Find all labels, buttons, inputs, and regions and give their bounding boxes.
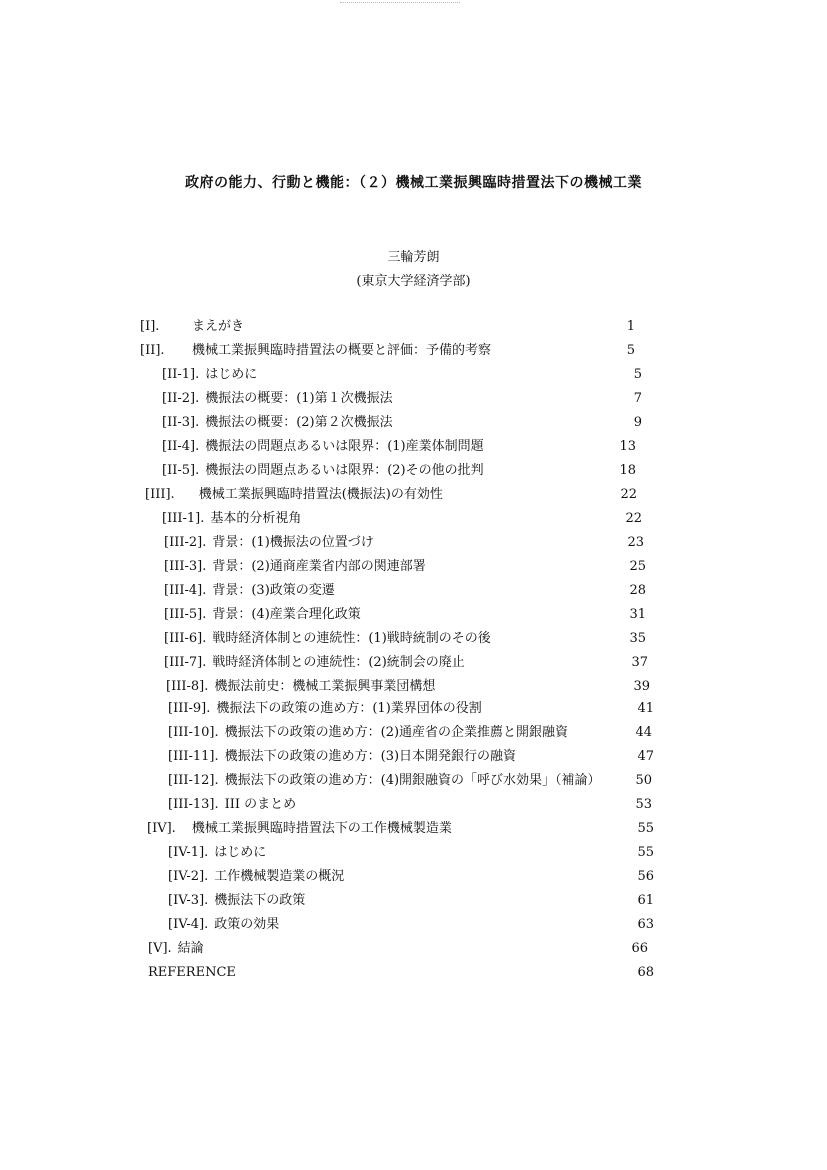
toc-entry-title: 背景：(1)機振法の位置づけ	[212, 535, 374, 550]
toc-entry-number: [II-2].	[162, 391, 200, 406]
toc-entry-number: [IV-3].	[168, 893, 209, 908]
toc-entry-title: まえがき	[192, 319, 245, 334]
toc-entry-number: [III-3].	[164, 559, 207, 574]
toc-entry	[162, 438, 484, 456]
toc-entry-title: 機振法の概要：(1)第１次機振法	[205, 391, 393, 406]
toc-entry	[140, 342, 491, 360]
toc-entry-page: 68	[637, 965, 654, 980]
toc-entry-number: [V].	[148, 941, 172, 956]
toc-entry-title: 戦時経済体制との連続性：(2)統制会の廃止	[212, 655, 465, 670]
toc-entry-title: 戦時経済体制との連続性：(1)戦時統制のその後	[212, 631, 491, 646]
toc-entry	[168, 724, 568, 742]
toc-entry-title: 機振法下の政策の進め方：(3)日本開発銀行の融資	[224, 749, 517, 764]
toc-entry	[162, 366, 257, 384]
toc-entry-number: [III-5].	[164, 607, 207, 622]
toc-entry-number: [II-3].	[162, 415, 200, 430]
toc-entry-page: 22	[620, 487, 637, 502]
toc-entry-page: 13	[619, 439, 636, 454]
toc-entry-number: [IV-4].	[168, 917, 209, 932]
toc-entry-page: 55	[637, 821, 654, 836]
toc-entry-page: 61	[637, 893, 654, 908]
toc-entry-title: 基本的分析視角	[210, 511, 302, 526]
toc-entry	[148, 940, 204, 958]
toc-entry-number: [IV-1].	[168, 845, 209, 860]
toc-entry	[168, 892, 305, 910]
toc-entry-number: [III-8].	[166, 679, 209, 694]
toc-entry-page: 18	[619, 463, 636, 478]
toc-entry-page: 66	[631, 941, 648, 956]
toc-entry-page: 7	[633, 391, 642, 406]
toc-entry-title: 結論	[177, 941, 204, 956]
toc-entry-title: 機振法の問題点あるいは限界：(1)産業体制問題	[205, 439, 484, 454]
toc-entry-number: [III].	[145, 487, 175, 502]
toc-entry-title: 背景：(4)産業合理化政策	[212, 607, 361, 622]
toc-entry	[164, 630, 491, 648]
toc-entry-number: [III-11].	[168, 749, 219, 764]
toc-entry-title: 機振法の概要：(2)第２次機振法	[205, 415, 393, 430]
toc-entry-page: 50	[635, 773, 652, 788]
toc-entry	[164, 534, 374, 552]
toc-entry-number: [II-1].	[162, 367, 200, 382]
toc-entry-page: 63	[637, 917, 654, 932]
toc-entry-number: [III-9].	[168, 701, 211, 716]
toc-entry	[164, 606, 361, 624]
toc-entry-page: 56	[637, 869, 654, 884]
toc-entry-title: REFERENCE	[148, 965, 236, 980]
toc-entry-page: 28	[629, 583, 646, 598]
toc-entry-title: はじめに	[214, 845, 267, 860]
toc-entry-number: [III-1].	[162, 511, 205, 526]
author-affiliation: (東京大学経済学部)	[356, 274, 471, 289]
toc-entry-title: 機械工業振興臨時措置法(機振法)の有効性	[198, 487, 443, 502]
toc-entry-number: [III-4].	[164, 583, 207, 598]
toc-entry-page: 31	[629, 607, 646, 622]
toc-entry-number: [I].	[140, 319, 160, 334]
toc-entry-number: [III-13].	[168, 797, 219, 812]
toc-entry	[164, 654, 465, 672]
toc-entry-page: 9	[633, 415, 642, 430]
toc-entry	[168, 772, 601, 790]
toc-entry	[164, 558, 426, 576]
toc-entry-title: 機振法下の政策の進め方：(4)開銀融資の「呼び水効果」（補論）	[224, 773, 601, 788]
toc-entry-page: 22	[625, 511, 642, 526]
toc-entry	[168, 796, 296, 814]
toc-entry-title: 政策の効果	[214, 917, 280, 932]
toc-entry-title: 工作機械製造業の概況	[214, 869, 345, 884]
toc-entry-title: 機振法の問題点あるいは限界：(2)その他の批判	[205, 463, 484, 478]
toc-entry	[162, 390, 393, 408]
toc-entry	[168, 868, 344, 886]
toc-entry	[162, 414, 393, 432]
toc-entry	[168, 748, 516, 766]
toc-entry-page: 1	[626, 319, 635, 334]
toc-entry-title: はじめに	[205, 367, 258, 382]
toc-entry-page: 41	[637, 701, 654, 716]
toc-entry-page: 23	[627, 535, 644, 550]
toc-entry-page: 5	[626, 343, 635, 358]
toc-entry-page: 53	[635, 797, 652, 812]
toc-entry-number: [II].	[140, 343, 165, 358]
toc-entry-number: [IV].	[147, 821, 176, 836]
toc-entry	[140, 318, 244, 336]
toc-entry-page: 55	[637, 845, 654, 860]
toc-entry-number: [III-7].	[164, 655, 207, 670]
toc-entry	[148, 964, 236, 982]
toc-entry	[168, 916, 279, 934]
toc-entry-title: 機械工業振興臨時措置法の概要と評価：予備的考察	[192, 343, 492, 358]
toc-entry-page: 37	[631, 655, 648, 670]
toc-entry-number: [II-5].	[162, 463, 200, 478]
toc-entry	[162, 510, 301, 528]
toc-entry-title: 機振法下の政策	[214, 893, 306, 908]
toc-entry-page: 25	[629, 559, 646, 574]
toc-entry	[168, 700, 482, 718]
toc-entry	[145, 486, 443, 504]
toc-entry	[162, 462, 484, 480]
toc-entry	[168, 844, 266, 862]
toc-entry-title: 機振法前史：機械工業振興事業団構想	[214, 679, 436, 694]
toc-entry-page: 44	[635, 725, 652, 740]
toc-entry-number: [III-2].	[164, 535, 207, 550]
toc-entry-title: 背景：(2)通商産業省内部の関連部署	[212, 559, 426, 574]
toc-entry	[164, 582, 335, 600]
toc-entry-title: 背景：(3)政策の変遷	[212, 583, 335, 598]
toc-entry-title: III のまとめ	[224, 797, 297, 812]
toc-entry	[166, 678, 435, 696]
toc-entry-title: 機振法下の政策の進め方：(2)通産省の企業推薦と開銀融資	[224, 725, 569, 740]
toc-entry-number: [III-6].	[164, 631, 207, 646]
toc-entry-page: 47	[637, 749, 654, 764]
toc-entry-number: [III-12].	[168, 773, 219, 788]
toc-entry-page: 39	[633, 679, 650, 694]
toc-entry-page: 5	[633, 367, 642, 382]
author-name: 三輪芳朗	[387, 250, 440, 265]
toc-entry-title: 機械工業振興臨時措置法下の工作機械製造業	[191, 821, 452, 836]
toc-entry-number: [IV-2].	[168, 869, 209, 884]
document-title: 政府の能力、行動と機能：（２）機械工業振興臨時措置法下の機械工業	[185, 175, 642, 191]
toc-entry-number: [III-10].	[168, 725, 219, 740]
toc-entry-title: 機振法下の政策の進め方：(1)業界団体の役割	[216, 701, 482, 716]
toc-entry-number: [II-4].	[162, 439, 200, 454]
toc-entry	[147, 820, 452, 838]
toc-entry-page: 35	[629, 631, 646, 646]
